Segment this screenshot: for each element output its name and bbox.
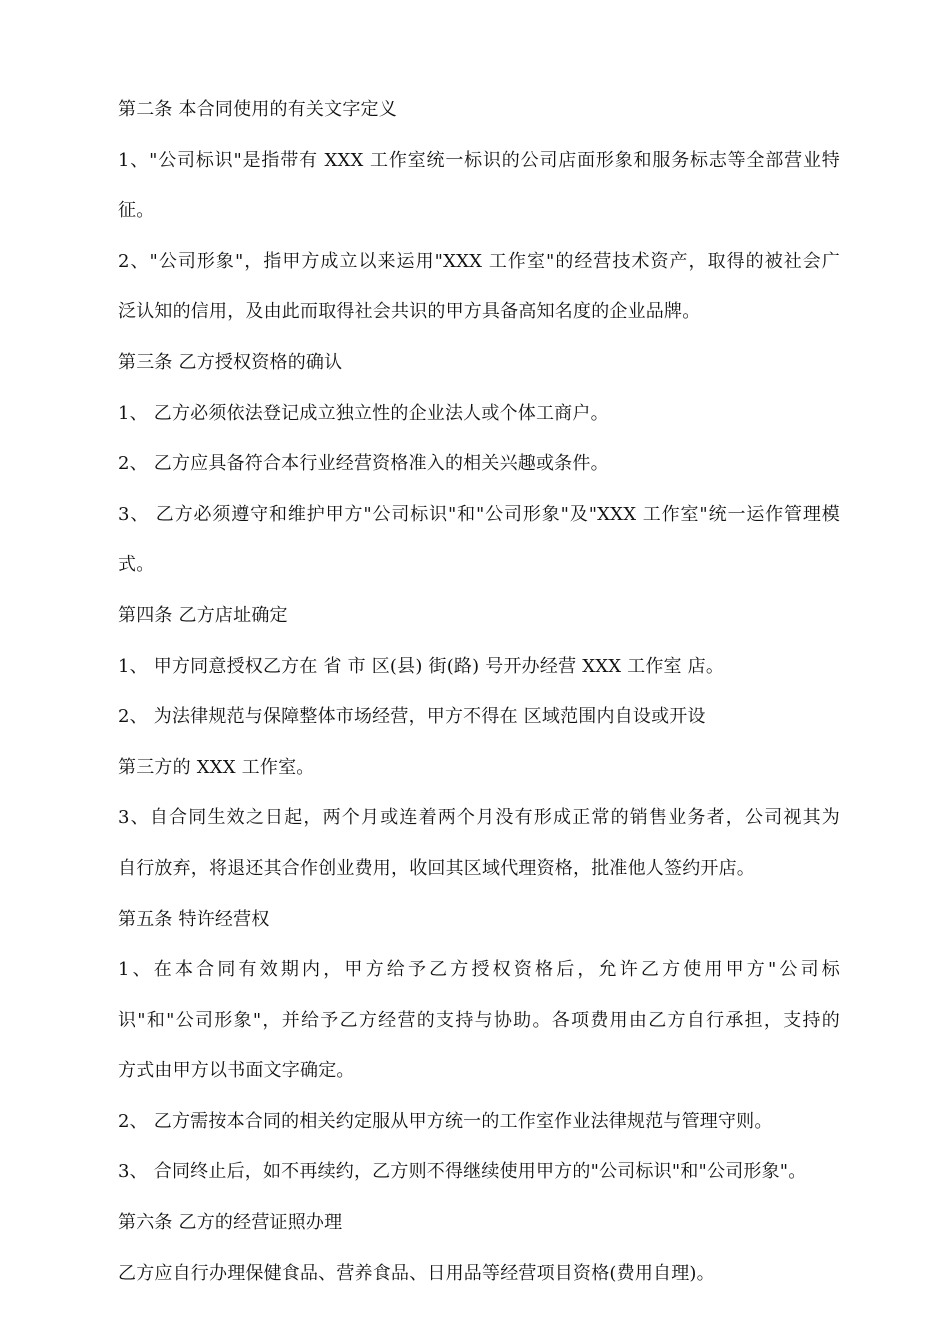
contract-text-line: 泛认知的信用，及由此而取得社会共识的甲方具备高知名度的企业品牌。 <box>118 301 701 323</box>
contract-text-line: 式。 <box>118 554 155 576</box>
contract-text-line: 1、 甲方同意授权乙方在 省 市 区(县) 街(路) 号开办经营 XXX 工作室 店。 <box>118 655 725 677</box>
contract-text-line: 1、"公司标识"是指带有 XXX 工作室统一标识的公司店面形象和服务标志等全部营业特 <box>118 149 840 171</box>
contract-text-line: 识"和"公司形象"，并给予乙方经营的支持与协助。各项费用由乙方自行承担，支持的 <box>118 1009 840 1031</box>
contract-text-line: 2、 为法律规范与保障整体市场经营，甲方不得在 区域范围内自设或开设 <box>118 706 706 728</box>
contract-text-line: 乙方应自行办理保健食品、营养食品、日用品等经营项目资格(费用自理)。 <box>118 1262 715 1284</box>
contract-text-line: 1、在本合同有效期内，甲方给予乙方授权资格后，允许乙方使用甲方"公司标 <box>118 959 840 981</box>
contract-text-line: 1、 乙方必须依法登记成立独立性的企业法人或个体工商户。 <box>118 402 609 424</box>
article-heading: 第二条 本合同使用的有关文字定义 <box>118 99 397 120</box>
contract-text-line: 方式由甲方以书面文字确定。 <box>118 1060 355 1082</box>
contract-text-line: 2、 乙方需按本合同的相关约定服从甲方统一的工作室作业法律规范与管理守则。 <box>118 1110 773 1132</box>
contract-text-line: 3、 乙方必须遵守和维护甲方"公司标识"和"公司形象"及"XXX 工作室"统一运作管理模 <box>118 503 840 525</box>
article-heading: 第六条 乙方的经营证照办理 <box>118 1212 343 1234</box>
contract-text-line: 3、 合同终止后，如不再续约，乙方则不得继续使用甲方的"公司标识"和"公司形象"。 <box>118 1161 807 1183</box>
article-heading: 第三条 乙方授权资格的确认 <box>118 351 343 373</box>
contract-text-line: 第三方的 XXX 工作室。 <box>118 756 315 778</box>
contract-text-body <box>118 98 840 1312</box>
contract-text-line: 自行放弃，将退还其合作创业费用，收回其区域代理资格，批准他人签约开店。 <box>118 857 755 879</box>
contract-text-line: 3、自合同生效之日起，两个月或连着两个月没有形成正常的销售业务者，公司视其为 <box>118 807 840 829</box>
contract-text-line: 征。 <box>118 200 155 222</box>
article-heading: 第五条 特许经营权 <box>118 908 270 930</box>
contract-text-line: 2、"公司形象"，指甲方成立以来运用"XXX 工作室"的经营技术资产，取得的被社会广 <box>118 250 840 272</box>
article-heading: 第四条 乙方店址确定 <box>118 604 288 626</box>
contract-text-line: 2、 乙方应具备符合本行业经营资格准入的相关兴趣或条件。 <box>118 453 609 475</box>
